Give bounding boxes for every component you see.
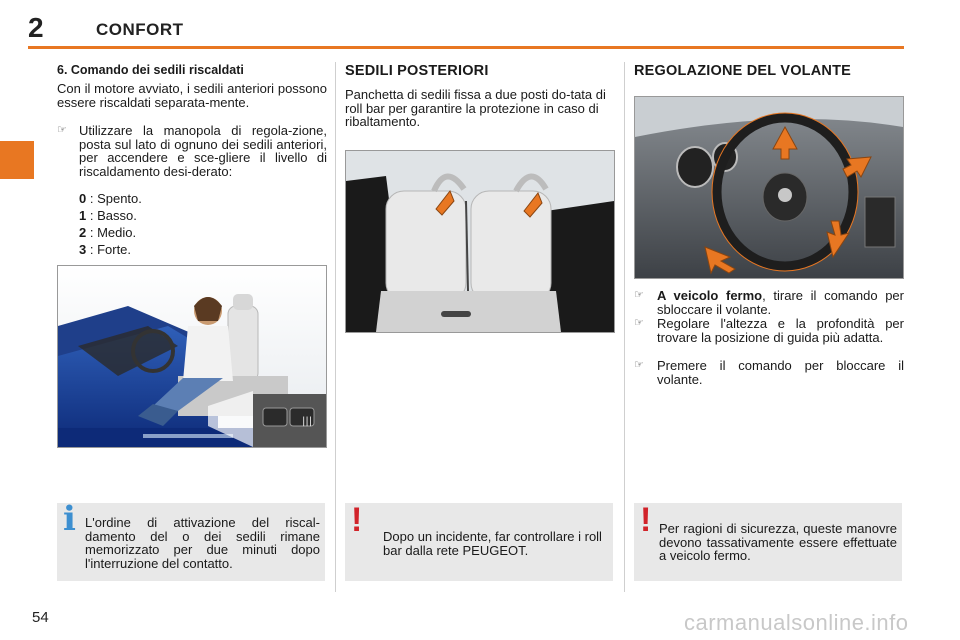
bullet-icon: ☞	[634, 317, 644, 329]
heat-level-item: 3 : Forte.	[79, 242, 132, 257]
heated-seats-note-text: L'ordine di attivazione del riscal-damento del o dei sedili rimane memorizzato per due minuti dopo l'interruzione del contatto.	[85, 515, 320, 571]
column-divider-1	[335, 62, 336, 592]
rear-seats-photo	[345, 150, 615, 333]
steering-wheel-bullets	[634, 289, 904, 387]
warning-icon: !	[640, 501, 652, 539]
steering-wheel-photo	[634, 96, 904, 279]
column-divider-2	[624, 62, 625, 592]
rear-seats-title: SEDILI POSTERIORI	[345, 63, 489, 79]
rear-seats-intro: Panchetta di sedili fissa a due posti do-tata di roll bar per garantire la protezione in caso di ribaltamento.	[345, 87, 606, 129]
rear-bench-illustration	[346, 151, 614, 332]
header-divider	[28, 46, 904, 49]
bullet-icon: ☞	[57, 124, 67, 136]
rear-seats-note-box	[345, 503, 613, 581]
warning-icon: !	[351, 501, 363, 539]
rear-seats-note-text: Dopo un incidente, far controllare i roll bar dalla rete PEUGEOT.	[383, 529, 602, 558]
heat-level-item: 1 : Basso.	[79, 208, 137, 223]
driver-seat-illustration	[58, 266, 326, 447]
heated-seats-bullet-text: Utilizzare la manopola di regola-zione, posta sul lato di ognuno dei sedili anteriori, per accendere e sce-gliere il livello di riscaldamento desi-derato:	[79, 123, 327, 179]
chapter-title: CONFORT	[96, 20, 184, 39]
heat-level-item: 0 : Spento.	[79, 191, 142, 206]
steering-wheel-illustration	[635, 97, 903, 278]
heat-levels-list	[79, 192, 279, 260]
watermark: carmanualsonline.info	[684, 610, 909, 635]
steering-note-box	[634, 503, 902, 581]
heat-level-item: 2 : Medio.	[79, 225, 137, 240]
steering-note-text: Per ragioni di sicurezza, queste manovre devono tassativamente essere effettuate a veicolo fermo.	[659, 521, 897, 563]
steering-bullet-item: ☞ Regolare l'altezza e la profondità per trovare la posizione di guida più adatta.	[634, 316, 904, 345]
steering-bullet-item: ☞ Premere il comando per bloccare il volante.	[634, 358, 904, 387]
chapter-side-tab	[0, 141, 34, 179]
steering-bullet-item: ☞ A veicolo fermo, tirare il comando per sbloccare il volante.	[634, 288, 904, 317]
info-icon: i	[63, 499, 76, 539]
heated-seats-bullet	[57, 124, 327, 194]
bullet-icon: ☞	[634, 359, 644, 371]
heated-seats-note-box	[57, 499, 325, 581]
heated-seats-intro: Con il motore avviato, i sedili anteriori possono essere riscaldati separata-mente.	[57, 81, 327, 110]
chapter-number: 2	[28, 12, 44, 43]
page-number: 54	[32, 609, 49, 626]
bullet-icon: ☞	[634, 289, 644, 301]
heated-seats-subtitle: 6. Comando dei sedili riscaldati	[57, 63, 244, 77]
svg-text:|||: |||	[302, 416, 313, 427]
steering-wheel-title: REGOLAZIONE DEL VOLANTE	[634, 63, 852, 79]
heated-seat-photo	[57, 265, 327, 448]
